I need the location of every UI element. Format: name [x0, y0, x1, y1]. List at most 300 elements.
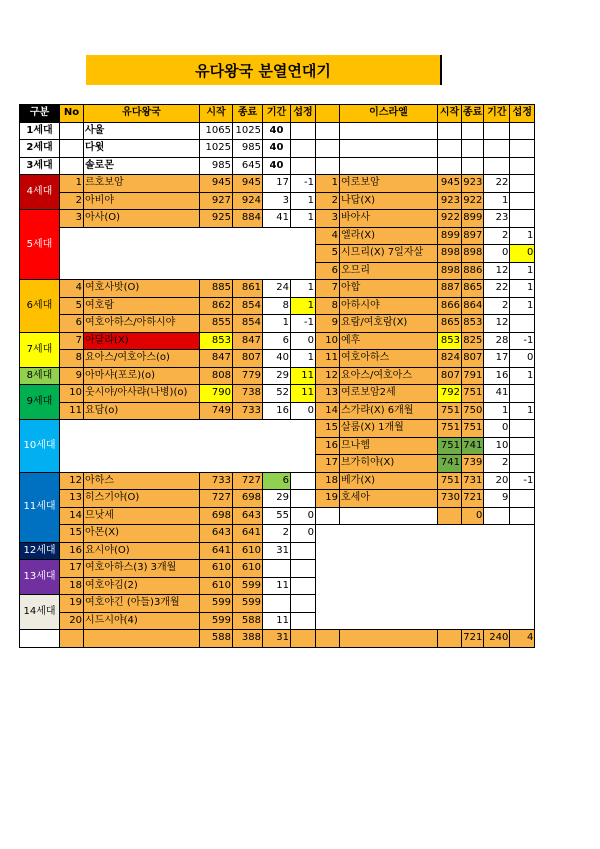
end-year: 923	[462, 175, 484, 193]
king-no: 13	[60, 490, 84, 508]
header-israel-start: 시작	[438, 105, 462, 123]
overlap: -1	[510, 332, 535, 350]
end-year: 985	[233, 140, 263, 158]
header-israel-end: 종료	[462, 105, 484, 123]
king-name: 므낫세	[84, 507, 200, 525]
start-year: 925	[200, 210, 233, 228]
start-year: 985	[200, 157, 233, 175]
end-year: 751	[462, 385, 484, 403]
end-year: 779	[233, 367, 263, 385]
overlap: 0	[291, 525, 316, 543]
generation-label: 7세대	[20, 332, 60, 367]
end-year: 0	[462, 507, 484, 525]
overlap	[291, 542, 316, 560]
table-row	[20, 420, 535, 438]
end-year: 853	[462, 315, 484, 333]
king-name: 히스기야(O)	[84, 490, 200, 508]
start-year: 899	[438, 227, 462, 245]
overlap: 0	[291, 402, 316, 420]
end-year: 698	[233, 490, 263, 508]
king-no: 19	[60, 595, 84, 613]
overlap	[291, 612, 316, 630]
king-no: 3	[316, 210, 340, 228]
start-year: 698	[200, 507, 233, 525]
king-name: 여호아하스	[340, 350, 438, 368]
start-year: 751	[438, 472, 462, 490]
table-cell	[510, 507, 535, 525]
overlap	[510, 437, 535, 455]
king-name: 므나헴	[340, 437, 438, 455]
table-cell	[340, 507, 438, 525]
reign-period: 11	[263, 612, 291, 630]
reign-period	[263, 595, 291, 613]
start-year: 1065	[200, 122, 233, 140]
table-cell	[291, 122, 316, 140]
header-end: 종료	[233, 105, 263, 123]
reign-period: 55	[263, 507, 291, 525]
table-row	[20, 122, 535, 140]
start-year: 727	[200, 490, 233, 508]
king-name: 예후	[340, 332, 438, 350]
start-year: 599	[200, 595, 233, 613]
table-cell	[462, 122, 484, 140]
king-no: 5	[316, 245, 340, 263]
table-row	[20, 630, 535, 648]
end-year: 897	[462, 227, 484, 245]
king-no: 1	[316, 175, 340, 193]
end-year: 898	[462, 245, 484, 263]
king-name: 아비야	[84, 192, 200, 210]
table-cell	[291, 630, 316, 648]
start-year: 927	[200, 192, 233, 210]
start-year: 751	[438, 437, 462, 455]
table-cell	[462, 157, 484, 175]
overlap: 11	[291, 367, 316, 385]
end-year: 750	[462, 402, 484, 420]
generation-label: 10세대	[20, 420, 60, 473]
table-row	[20, 350, 535, 368]
overlap	[510, 192, 535, 210]
generation-label: 9세대	[20, 385, 60, 420]
generation-label: 6세대	[20, 280, 60, 333]
reign-period: 29	[263, 367, 291, 385]
king-name: 여호아하스/아하시야	[84, 315, 200, 333]
overlap: -1	[291, 315, 316, 333]
reign-period: 40	[263, 157, 291, 175]
reign-period: 12	[484, 315, 510, 333]
table-cell	[316, 507, 340, 525]
generation-label: 5세대	[20, 210, 60, 280]
king-no: 6	[316, 262, 340, 280]
end-year: 854	[233, 315, 263, 333]
table-cell	[60, 122, 84, 140]
table-cell	[316, 140, 340, 158]
table-row	[20, 525, 535, 543]
king-no: 8	[316, 297, 340, 315]
header-blank	[316, 105, 340, 123]
king-name: 여호사밧(O)	[84, 280, 200, 298]
reign-period: 41	[263, 210, 291, 228]
reign-period: 28	[484, 332, 510, 350]
end-year: 924	[233, 192, 263, 210]
overlap	[291, 560, 316, 578]
reign-period: 23	[484, 210, 510, 228]
table-cell	[438, 157, 462, 175]
start-year: 751	[438, 402, 462, 420]
king-name: 여호람	[84, 297, 200, 315]
header-gubun: 구분	[20, 105, 60, 123]
reign-period: 9	[484, 490, 510, 508]
king-no: 4	[60, 280, 84, 298]
king-no: 7	[60, 332, 84, 350]
start-year: 898	[438, 262, 462, 280]
king-no: 4	[316, 227, 340, 245]
table-cell	[316, 122, 340, 140]
start-year: 885	[200, 280, 233, 298]
chronology-table	[19, 104, 535, 648]
table-row	[20, 402, 535, 420]
table-cell	[84, 630, 200, 648]
end-year: 739	[462, 455, 484, 473]
start-year: 807	[438, 367, 462, 385]
generation-label: 1세대	[20, 122, 60, 140]
table-cell	[60, 157, 84, 175]
king-no: 19	[316, 490, 340, 508]
table-cell	[60, 140, 84, 158]
start-year: 853	[200, 332, 233, 350]
header-israel-overlap: 섭정	[510, 105, 535, 123]
king-name: 호세아	[340, 490, 438, 508]
king-name: 살룸(X) 1개월	[340, 420, 438, 438]
start-year: 610	[200, 560, 233, 578]
generation-label: 3세대	[20, 157, 60, 175]
king-name: 여호아하스(3) 3개월	[84, 560, 200, 578]
king-no: 16	[316, 437, 340, 455]
reign-period: 16	[263, 402, 291, 420]
end-year: 643	[233, 507, 263, 525]
overlap: 1	[291, 350, 316, 368]
king-name: 시므리(X) 7일자살	[340, 245, 438, 263]
reign-period: 8	[263, 297, 291, 315]
table-row	[20, 140, 535, 158]
king-no: 15	[60, 525, 84, 543]
total-overlap: 4	[510, 630, 535, 648]
overlap	[291, 490, 316, 508]
reign-period: 6	[263, 332, 291, 350]
king-name: 요람/여호람(X)	[340, 315, 438, 333]
king-no: 5	[60, 297, 84, 315]
king-name: 요시야(O)	[84, 542, 200, 560]
king-no: 6	[60, 315, 84, 333]
total-period: 31	[263, 630, 291, 648]
king-no: 9	[316, 315, 340, 333]
reign-period: 24	[263, 280, 291, 298]
table-cell	[484, 140, 510, 158]
header-period: 기간	[263, 105, 291, 123]
start-year: 610	[200, 577, 233, 595]
king-no: 9	[60, 367, 84, 385]
reign-period: 1	[484, 402, 510, 420]
king-no: 8	[60, 350, 84, 368]
king-name: 아하시야	[340, 297, 438, 315]
king-no: 20	[60, 612, 84, 630]
overlap	[510, 490, 535, 508]
reign-period: 17	[484, 350, 510, 368]
overlap: 1	[510, 280, 535, 298]
king-name: 사울	[84, 122, 200, 140]
king-no: 3	[60, 210, 84, 228]
king-no: 17	[316, 455, 340, 473]
overlap: 11	[291, 385, 316, 403]
header-overlap: 섭정	[291, 105, 316, 123]
king-no: 18	[316, 472, 340, 490]
king-no: 2	[316, 192, 340, 210]
start-year: 923	[438, 192, 462, 210]
overlap	[291, 595, 316, 613]
total-start: 588	[200, 630, 233, 648]
king-name: 시드시야(4)	[84, 612, 200, 630]
start-year: 862	[200, 297, 233, 315]
reign-period: 31	[263, 542, 291, 560]
table-cell	[510, 157, 535, 175]
end-year: 645	[233, 157, 263, 175]
end-year: 727	[233, 472, 263, 490]
header-judah: 유다왕국	[84, 105, 200, 123]
overlap: 1	[291, 280, 316, 298]
king-no: 12	[316, 367, 340, 385]
start-year: 922	[438, 210, 462, 228]
reign-period: 3	[263, 192, 291, 210]
table-cell	[340, 140, 438, 158]
king-name: 아달랴(X)	[84, 332, 200, 350]
king-name: 바아사	[340, 210, 438, 228]
start-year: 733	[200, 472, 233, 490]
generation-label: 11세대	[20, 472, 60, 542]
king-no: 12	[60, 472, 84, 490]
overlap: -1	[510, 472, 535, 490]
overlap: 1	[510, 262, 535, 280]
king-no: 11	[316, 350, 340, 368]
table-cell	[316, 630, 340, 648]
end-year: 847	[233, 332, 263, 350]
overlap	[291, 577, 316, 595]
start-year: 898	[438, 245, 462, 263]
start-year: 945	[200, 175, 233, 193]
table-row	[20, 367, 535, 385]
table-row	[20, 280, 535, 298]
king-name: 오므리	[340, 262, 438, 280]
start-year: 792	[438, 385, 462, 403]
start-year: 730	[438, 490, 462, 508]
table-row	[20, 332, 535, 350]
king-no: 10	[316, 332, 340, 350]
page-title: 유다왕국 분열연대기	[86, 55, 442, 85]
king-name: 여로보암2세	[340, 385, 438, 403]
start-year: 751	[438, 420, 462, 438]
overlap	[510, 455, 535, 473]
table-row	[20, 490, 535, 508]
table-cell	[438, 140, 462, 158]
end-year: 791	[462, 367, 484, 385]
end-year: 738	[233, 385, 263, 403]
king-name: 여로보암	[340, 175, 438, 193]
end-year: 733	[233, 402, 263, 420]
blank-block	[60, 227, 316, 280]
start-year: 749	[200, 402, 233, 420]
reign-period: 22	[484, 175, 510, 193]
overlap: 1	[510, 227, 535, 245]
king-name: 베가(X)	[340, 472, 438, 490]
table-row	[20, 507, 535, 525]
king-no: 17	[60, 560, 84, 578]
start-year: 790	[200, 385, 233, 403]
end-year: 741	[462, 437, 484, 455]
king-name: 여호야긴 (아들)3개월	[84, 595, 200, 613]
start-year: 866	[438, 297, 462, 315]
generation-label: 2세대	[20, 140, 60, 158]
king-name: 아마샤(포로)(o)	[84, 367, 200, 385]
reign-period: 29	[263, 490, 291, 508]
overlap	[510, 315, 535, 333]
header-start: 시작	[200, 105, 233, 123]
king-name: 나답(X)	[340, 192, 438, 210]
table-cell	[60, 630, 84, 648]
reign-period: 6	[263, 472, 291, 490]
king-name: 브가히야(X)	[340, 455, 438, 473]
king-name: 아하스	[84, 472, 200, 490]
table-cell	[462, 140, 484, 158]
king-no: 14	[60, 507, 84, 525]
reign-period: 52	[263, 385, 291, 403]
table-cell	[438, 122, 462, 140]
start-year: 945	[438, 175, 462, 193]
end-year: 865	[462, 280, 484, 298]
table-cell	[510, 122, 535, 140]
table-cell	[340, 630, 438, 648]
table-cell	[438, 507, 462, 525]
king-no: 14	[316, 402, 340, 420]
king-no: 15	[316, 420, 340, 438]
overlap: 0	[291, 507, 316, 525]
overlap: 1	[510, 367, 535, 385]
table-row	[20, 385, 535, 403]
start-year: 865	[438, 315, 462, 333]
reign-period: 2	[484, 455, 510, 473]
table-cell	[291, 140, 316, 158]
reign-period: 40	[263, 140, 291, 158]
total-end: 388	[233, 630, 263, 648]
end-year: 825	[462, 332, 484, 350]
start-year: 643	[200, 525, 233, 543]
generation-label: 12세대	[20, 542, 60, 560]
overlap: 0	[510, 245, 535, 263]
end-year: 731	[462, 472, 484, 490]
king-name: 스가랴(X) 6개월	[340, 402, 438, 420]
table-cell	[484, 507, 510, 525]
table-cell	[510, 140, 535, 158]
start-year: 1025	[200, 140, 233, 158]
table-row	[20, 227, 535, 245]
king-no: 16	[60, 542, 84, 560]
king-name: 요담(o)	[84, 402, 200, 420]
end-year: 599	[233, 595, 263, 613]
overlap: 0	[510, 350, 535, 368]
end-year: 1025	[233, 122, 263, 140]
king-name: 다윗	[84, 140, 200, 158]
table-row	[20, 157, 535, 175]
start-year: 808	[200, 367, 233, 385]
end-year: 610	[233, 542, 263, 560]
header-israel: 이스라엘	[340, 105, 438, 123]
generation-label: 14세대	[20, 595, 60, 630]
reign-period: 2	[263, 525, 291, 543]
reign-period: 22	[484, 280, 510, 298]
generation-label: 13세대	[20, 560, 60, 595]
overlap: 1	[291, 210, 316, 228]
reign-period: 41	[484, 385, 510, 403]
end-year: 945	[233, 175, 263, 193]
reign-period: 10	[484, 437, 510, 455]
overlap	[510, 175, 535, 193]
king-name: 여호야김(2)	[84, 577, 200, 595]
generation-label	[20, 630, 60, 648]
end-year: 721	[462, 490, 484, 508]
overlap	[510, 420, 535, 438]
end-year: 807	[233, 350, 263, 368]
end-year: 854	[233, 297, 263, 315]
reign-period: 40	[263, 350, 291, 368]
overlap: 1	[510, 297, 535, 315]
king-name: 엘라(X)	[340, 227, 438, 245]
reign-period: 1	[263, 315, 291, 333]
king-no: 13	[316, 385, 340, 403]
reign-period: 1	[484, 192, 510, 210]
end-year: 751	[462, 420, 484, 438]
reign-period: 2	[484, 227, 510, 245]
king-name: 요아스/여호아스(o)	[84, 350, 200, 368]
king-name: 솔로몬	[84, 157, 200, 175]
reign-period: 16	[484, 367, 510, 385]
overlap: 1	[510, 402, 535, 420]
king-name: 아몬(X)	[84, 525, 200, 543]
table-row	[20, 297, 535, 315]
end-year: 807	[462, 350, 484, 368]
king-no: 2	[60, 192, 84, 210]
blank-block	[60, 420, 316, 473]
king-no: 18	[60, 577, 84, 595]
reign-period	[263, 560, 291, 578]
king-no: 7	[316, 280, 340, 298]
generation-label: 4세대	[20, 175, 60, 210]
reign-period: 0	[484, 420, 510, 438]
reign-period: 40	[263, 122, 291, 140]
table-row	[20, 105, 535, 123]
king-name: 르호보암	[84, 175, 200, 193]
reign-period: 17	[263, 175, 291, 193]
overlap	[291, 472, 316, 490]
start-year: 641	[200, 542, 233, 560]
end-year: 922	[462, 192, 484, 210]
reign-period: 12	[484, 262, 510, 280]
reign-period: 11	[263, 577, 291, 595]
table-row	[20, 175, 535, 193]
total-end: 721	[462, 630, 484, 648]
table-cell	[484, 122, 510, 140]
overlap	[510, 385, 535, 403]
end-year: 588	[233, 612, 263, 630]
start-year: 824	[438, 350, 462, 368]
start-year: 847	[200, 350, 233, 368]
